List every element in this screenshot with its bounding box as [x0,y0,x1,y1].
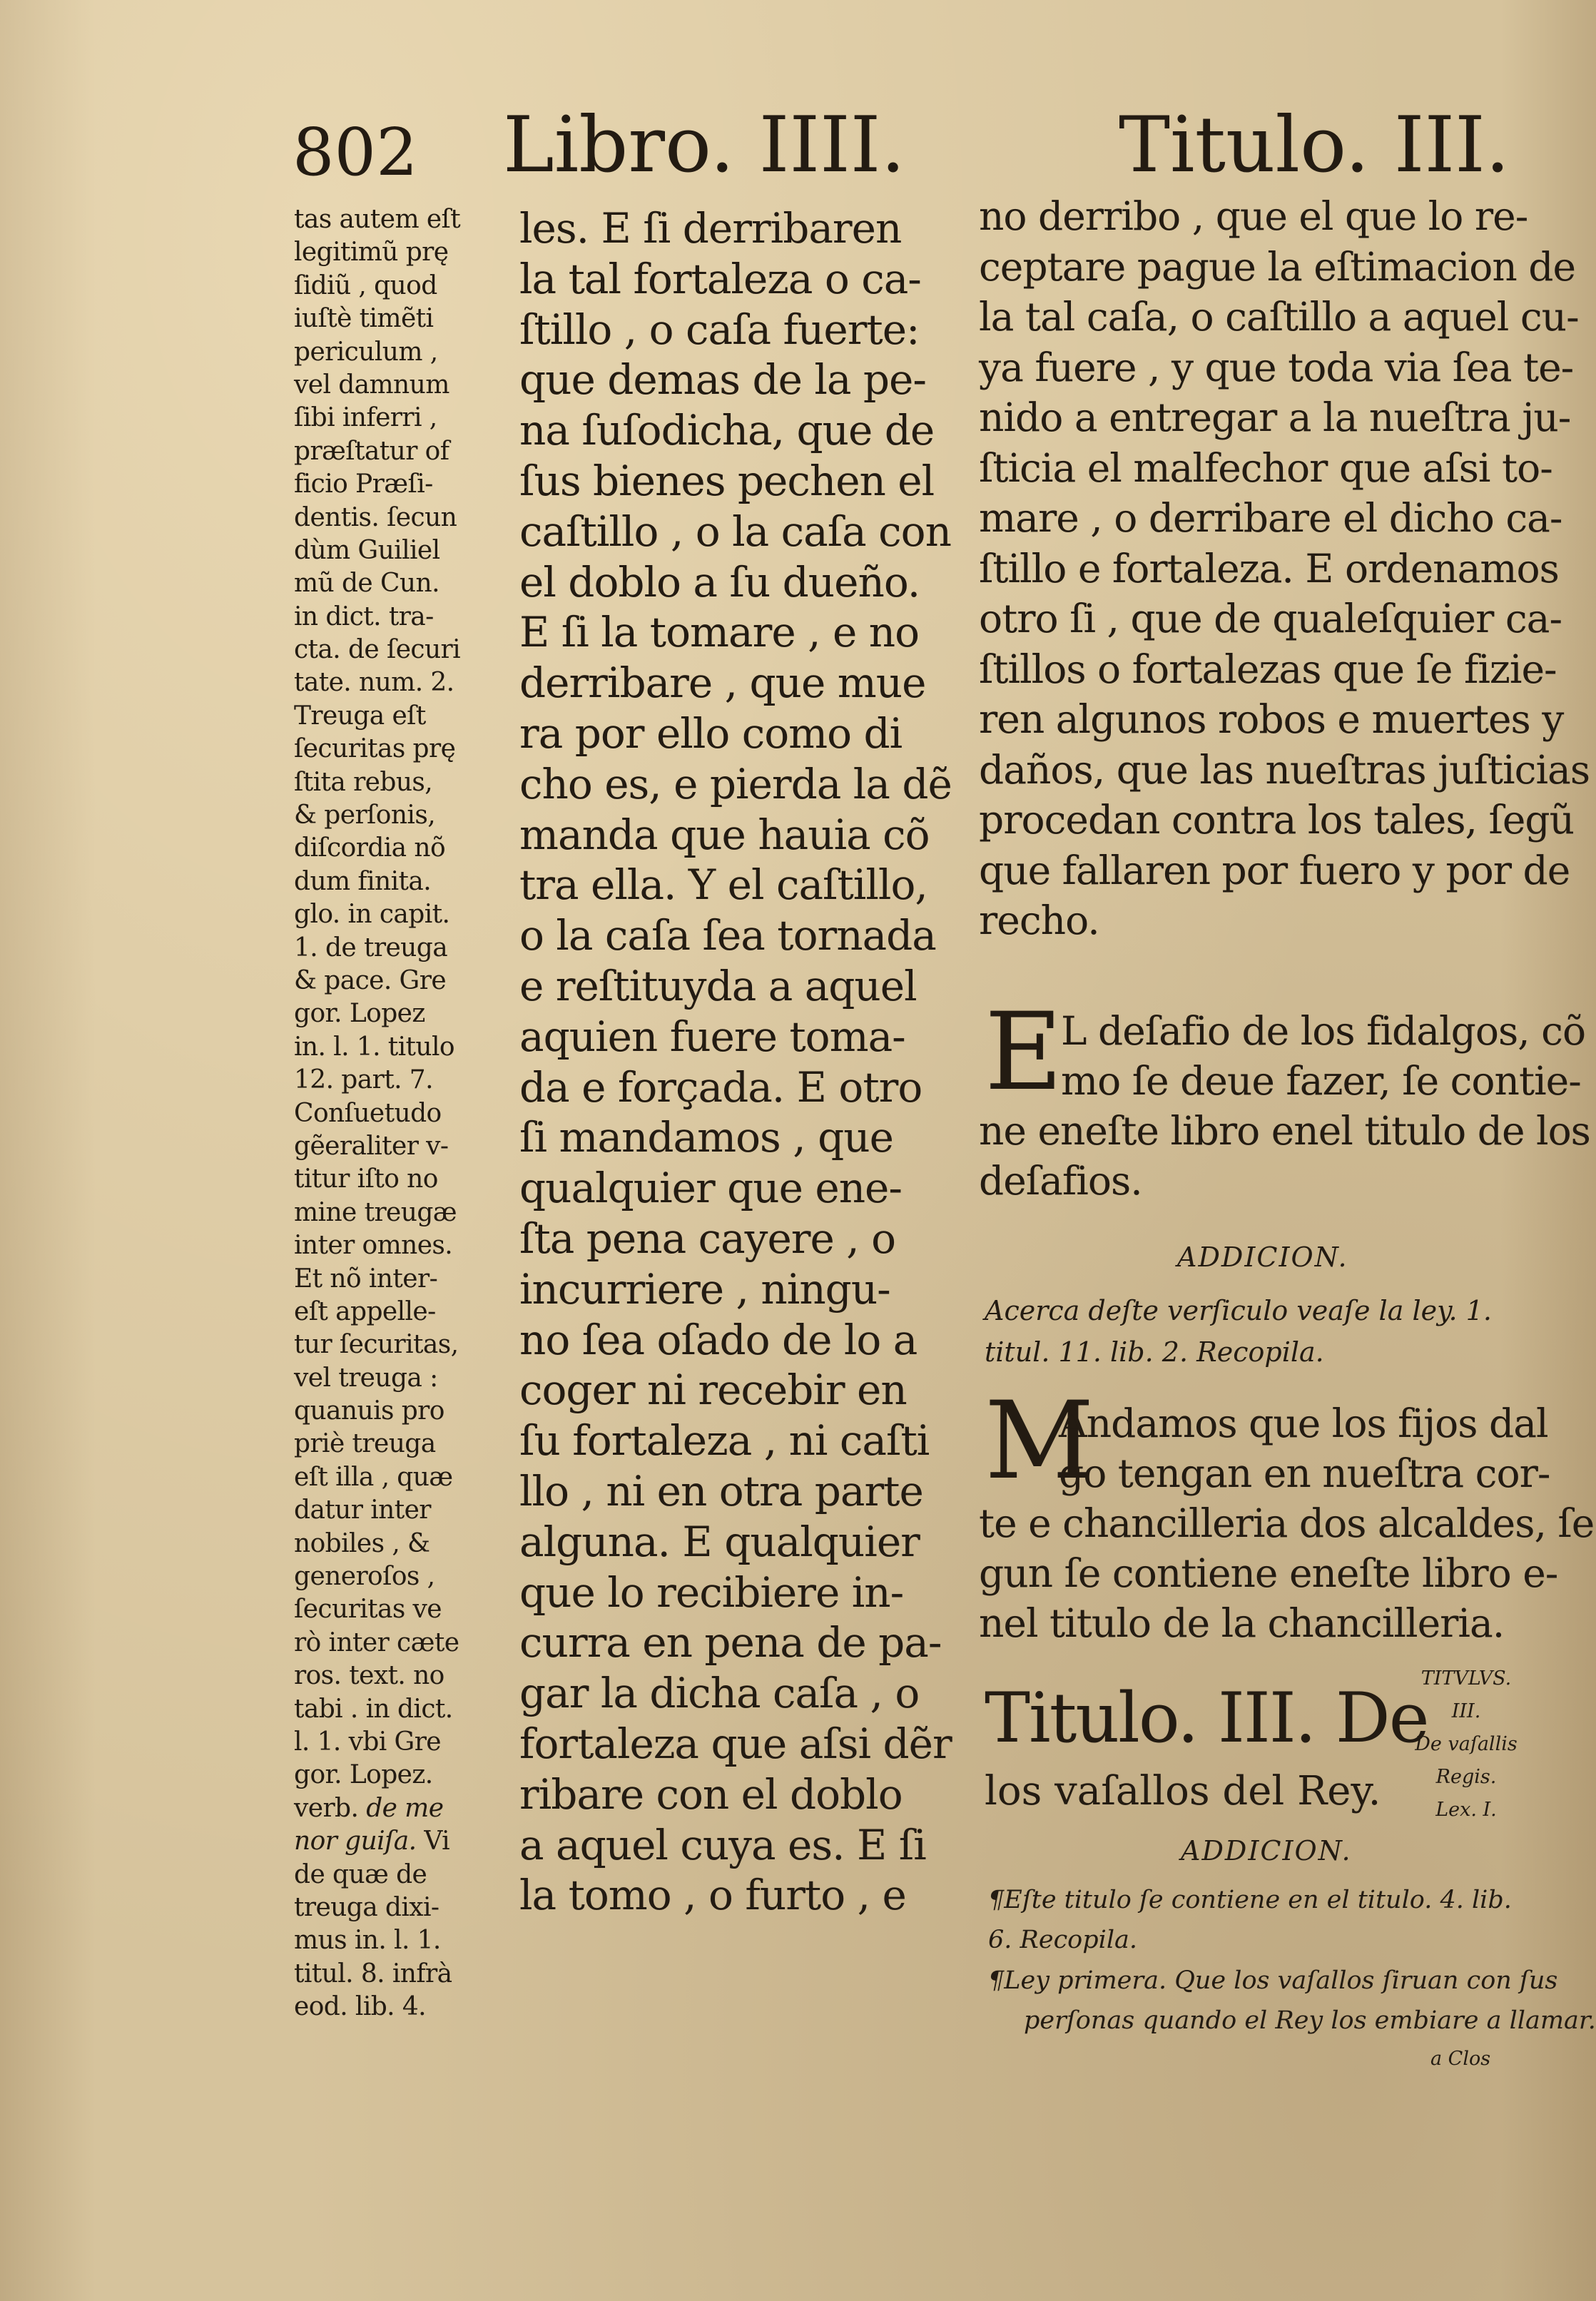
gloss-line: cta. de ſecuri [294,635,461,665]
text-line: ne eneſte libro enel titulo de los [979,1108,1590,1154]
text-line: cho es, e pierda la dẽ [519,759,952,808]
text-line: llo , ni en otra parte [519,1466,923,1515]
text-line: les. E ſi derribaren [519,204,902,253]
gloss-line: tabi . in dict. [294,1694,453,1724]
margin-note-line: Regis. [1435,1766,1497,1788]
gloss-column [294,203,501,2023]
gloss-line: in. l. 1. titulo [294,1032,454,1062]
text-line: procedan contra los tales, ſegũ [979,797,1575,843]
gloss-line: gor. Lopez [294,999,425,1029]
gloss-line: Conſuetudo [294,1098,442,1128]
text-line: nel titulo de la chancilleria. [979,1600,1505,1646]
gloss-line: tate. num. 2. [294,668,454,698]
text-line: derribare , que mue [519,659,926,708]
gloss-line: mine treugæ [294,1197,457,1227]
margin-note-line: TITVLVS. [1420,1667,1512,1690]
text-line: L deſafio de los fidalgos, cõ [1061,1008,1586,1054]
gloss-line: de quæ de [294,1859,427,1889]
gloss-line: Treuga eſt [294,701,426,731]
gloss-line: ſecuritas ve [294,1595,442,1625]
text-line: el doblo a ſu dueño. [519,557,920,606]
gloss-line: titul. 8. infrà [294,1959,452,1988]
gloss-line: dentis. ſecun [294,502,457,532]
gloss-line: generoſos , [294,1562,435,1592]
text-line: ribare con el doblo [519,1769,903,1819]
text-line: daños, que las nueſtras juſticias [979,746,1590,793]
text-line: e reſtituyda a aquel [519,961,917,1010]
text-line: mare , o derribare el dicho ca- [979,495,1562,541]
text-line: alguna. E qualquier [519,1517,920,1566]
margin-note [1395,1662,1537,1827]
text-line: fortaleza que aſsi dẽr [519,1719,952,1768]
running-head-book: Libro. IIII. [503,101,905,190]
catchword: a Clos [1430,2048,1491,2070]
text-line: manda que hauia cõ [519,810,930,859]
drop-cap-e: E [985,990,1063,1114]
ley-line-2: perſonas quando el Rey los embiare a llamar. [1024,2006,1596,2035]
gloss-line: titur iſto no [294,1164,438,1194]
gloss-line: & perſonis, [294,801,436,831]
text-line: nido a entregar a la nueſtra ju- [979,395,1571,440]
gloss-line: nobiles , & [294,1528,430,1558]
addicion-text: Acerca deſte verſiculo veaſe la ley. 1. titul. 11. lib. 2. Recopila. [985,1295,1492,1368]
gloss-line: eod. lib. 4. [294,1992,427,2022]
gloss-line: iuſtè timẽti [294,304,434,334]
gloss-line: dùm Guiliel [294,535,440,565]
gloss-line: l. 1. vbi Gre [294,1727,442,1757]
text-line: la tomo , o furto , e [519,1871,906,1920]
text-line: ſu fortaleza , ni caſti [519,1416,930,1466]
gloss-line: vel damnum [294,370,449,400]
gloss-line: quanuis pro [294,1396,444,1426]
text-line: na ſuſodicha, que de [519,406,935,455]
right-column [979,191,1590,946]
gloss-line: vel treuga : [294,1363,438,1393]
gloss-line: 12. part. 7. [294,1065,433,1095]
text-line: la tal caſa, o caſtillo a aquel cu- [979,294,1579,340]
gloss-line: dum finita. [294,866,432,896]
gloss-line: Et nõ inter- [294,1264,438,1294]
text-line: no ſea oſado de lo a [519,1315,918,1364]
text-line: gar la dicha caſa , o [519,1669,920,1718]
text-line: no derribo , que el que lo re- [979,193,1528,239]
gloss-line: legitimũ prę [294,238,449,268]
text-line: o la caſa ſea tornada [519,911,936,960]
text-line: ren algunos robos e muertes y [979,696,1564,742]
drop-cap-m: M [985,1379,1094,1503]
text-line: ra por ello como di [519,708,903,758]
gloss-line: gor. Lopez. [294,1760,433,1790]
gloss-line: 1. de treuga [294,933,448,962]
gloss-line: priè treuga [294,1429,436,1459]
ley-line-1: ¶Ley primera. Que los vaſallos ſiruan con ſus [988,1966,1558,1995]
margin-note-line: De vaſallis [1415,1733,1518,1755]
text-line: deſafios. [979,1158,1142,1204]
text-line: te e chancilleria dos alcaldes, ſe [979,1500,1595,1546]
gloss-line: periculum , [294,337,438,367]
gloss-line: eſt appelle- [294,1296,436,1326]
margin-note-line: Lex. I. [1435,1799,1497,1821]
text-line: tra ella. Y el caſtillo, [519,860,927,910]
text-line: ſta pena cayere , o [519,1214,896,1263]
text-line: la tal fortaleza o ca- [519,254,921,303]
gloss-line: diſcordia nõ [294,833,446,863]
section-title: Titulo. III. De [985,1678,1428,1758]
gloss-line: tas autem eſt [294,205,461,234]
gloss-italic: nor guiſa. [294,1827,417,1856]
text-line: ſtillos o fortalezas que ſe fizie- [979,646,1557,692]
text-line: que lo recibiere in- [519,1568,904,1617]
text-line: incurriere , ningu- [519,1264,890,1314]
gloss-line: & pace. Gre [294,965,447,995]
gloss-line: ſidiũ , quod [294,270,437,300]
gloss-line: mus in. l. 1. [294,1926,441,1956]
gloss-line: eſt illa , quæ [294,1462,453,1492]
gloss-line: præſtatur of [294,436,449,466]
text-line: aquien fuere toma- [519,1012,905,1061]
gloss-line: datur inter [294,1495,431,1525]
gloss-italic: de me [366,1793,444,1823]
text-line: go tengan en nueſtra cor- [1059,1451,1550,1496]
text-line: que fallaren por fuero y por de [979,847,1570,893]
text-line: ſticia el malfechor que aſsi to- [979,445,1552,491]
text-line: ſtillo , o caſa fuerte: [519,305,920,354]
addicion-heading-2: ADDICION. [1181,1835,1352,1866]
page-number: 802 [293,114,418,191]
gloss-line: ſecuritas prę [294,734,456,764]
text-line: ſi mandamos , que [519,1113,893,1162]
text-line: curra en pena de pa- [519,1618,942,1667]
text-line: otro ſi , que de qualeſquier ca- [979,596,1562,641]
running-head-title: Titulo. III. [1119,101,1510,190]
gloss-line: ſtita rebus, [294,767,433,797]
gloss-line: tur ſecuritas, [294,1330,459,1360]
text-line: a aquel cuya es. E ſi [519,1820,926,1869]
gloss-line: ſibi inferri , [294,403,437,433]
alcaldes-paragraph [979,1398,1595,1648]
middle-column [519,203,952,1921]
text-line: que demas de la pe- [519,355,926,405]
gloss-line: treuga dixi- [294,1892,439,1922]
text-line: da e forçada. E otro [519,1062,922,1112]
text-line: E ſi la tomare , e no [519,608,919,657]
desafio-paragraph [979,1006,1590,1206]
gloss-line: glo. in capit. [294,900,450,930]
text-line: gun ſe contiene eneſte libro e- [979,1550,1558,1596]
gloss-line: gẽeraliter v- [294,1131,449,1161]
addicion-heading: ADDICION. [1177,1241,1348,1273]
section-subtitle: los vaſallos del Rey. [985,1768,1381,1814]
text-line: ceptare pague la eſtimacion de [979,243,1576,290]
text-line: coger ni recebir en [519,1366,907,1415]
text-line: caſtillo , o la caſa con [519,507,951,556]
gloss-line: inter omnes. [294,1231,453,1261]
text-line: ya fuere , y que toda via ſea te- [979,344,1574,390]
gloss-line: mũ de Cun. [294,569,439,599]
text-line: ſtillo e fortaleza. E ordenamos [979,545,1559,591]
text-line: ſus bienes pechen el [519,456,935,505]
gloss-line: ros. text. no [294,1661,444,1691]
text-line: qualquier que ene- [519,1164,902,1213]
gloss-line: nor guiſa. Vi [294,1827,450,1856]
margin-note-line: III. [1451,1700,1481,1722]
text-line: Andamos que los fijos dal [1059,1401,1548,1446]
addicion-text-2: ¶Eſte titulo ſe contiene en el titulo. 4. lib. 6. Recopila. [988,1886,1512,1954]
gloss-line: in dict. tra- [294,601,434,631]
ley-primera-summary [988,1961,1596,2041]
text-line: mo ſe deue fazer, ſe contie- [1061,1058,1581,1104]
gloss-line: rò inter cæte [294,1627,459,1657]
gloss-line: ficio Præſi- [294,469,433,499]
gloss-line: verb. de me [294,1793,444,1823]
text-line: recho. [979,898,1099,943]
